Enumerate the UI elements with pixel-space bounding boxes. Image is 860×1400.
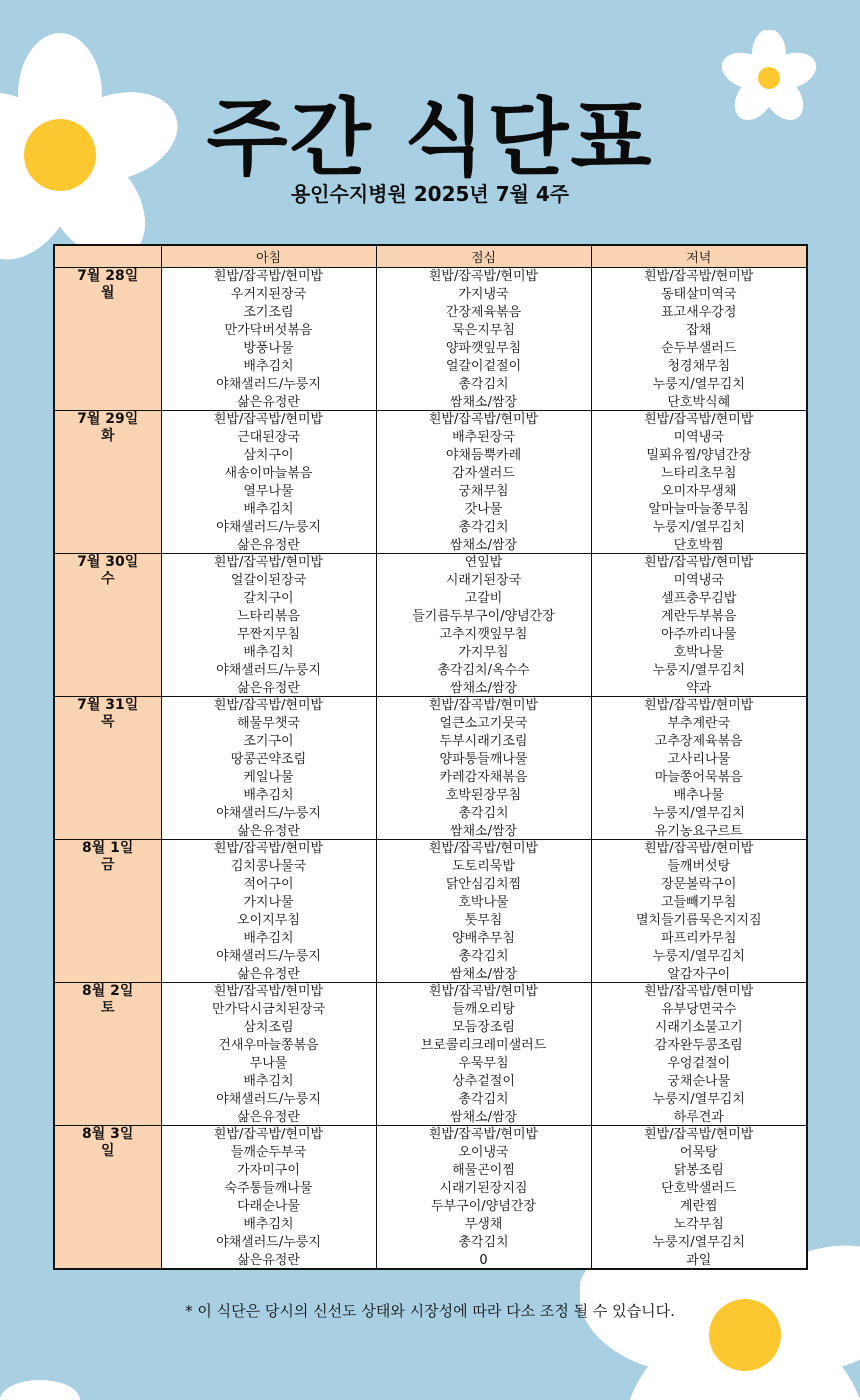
menu-item: 숙주통들깨나물 xyxy=(224,1181,313,1196)
table-row xyxy=(54,697,807,840)
menu-item: 아주까리나물 xyxy=(661,627,737,642)
menu-item: 양파깻잎무침 xyxy=(445,341,522,356)
day-cell xyxy=(54,554,161,697)
menu-item: 야채샐러드/누룽지 xyxy=(216,806,321,821)
day-weekday: 금 xyxy=(100,857,115,873)
menu-item: 삶은유정란 xyxy=(237,395,300,410)
menu-item: 해물무챗국 xyxy=(237,716,300,731)
menu-item: 오이지무침 xyxy=(237,913,300,928)
menu-item: 배추된장국 xyxy=(452,430,515,445)
dinner-item-list xyxy=(592,268,807,410)
menu-item: 삼치조림 xyxy=(243,1020,294,1035)
menu-item: 삶은유정란 xyxy=(237,1253,300,1268)
dinner-item-list xyxy=(592,840,807,982)
menu-item: 궁채순나물 xyxy=(667,1074,731,1089)
menu-item: 흰밥/잡곡밥/현미밥 xyxy=(213,984,324,999)
dinner-cell xyxy=(591,697,807,840)
flower-decoration-bottom-left xyxy=(0,1340,120,1400)
menu-item: 야채샐러드/누룽지 xyxy=(216,1092,321,1107)
menu-item: 호박나물 xyxy=(458,895,509,910)
menu-item: 건새우마늘쫑볶음 xyxy=(218,1038,319,1053)
day-weekday: 수 xyxy=(100,571,115,587)
menu-item: 삶은유정란 xyxy=(237,538,300,553)
day-date: 7월 31일 xyxy=(77,697,139,713)
breakfast-header: 아침 xyxy=(161,245,376,268)
menu-item: 흰밥/잡곡밥/현미밥 xyxy=(428,1127,539,1142)
menu-item: 누룽지/열무김치 xyxy=(652,806,745,821)
menu-item: 고추장제육볶음 xyxy=(654,734,743,749)
menu-item: 삶은유정란 xyxy=(237,681,300,696)
day-date: 7월 30일 xyxy=(77,554,139,570)
menu-item: 감자완두콩조림 xyxy=(654,1038,743,1053)
menu-item: 호박나물 xyxy=(673,645,724,660)
menu-item: 배추김치 xyxy=(243,645,294,660)
menu-item: 배추나물 xyxy=(673,788,724,803)
menu-item: 쌈채소/쌈장 xyxy=(449,1110,518,1125)
lunch-cell xyxy=(376,840,591,983)
menu-item: 누룽지/열무김치 xyxy=(652,949,745,964)
menu-item: 하루견과 xyxy=(673,1110,724,1125)
menu-item: 흰밥/잡곡밥/현미밥 xyxy=(644,841,754,856)
menu-item: 누룽지/열무김치 xyxy=(652,1235,745,1250)
menu-item: 흰밥/잡곡밥/현미밥 xyxy=(644,698,754,713)
menu-item: 흰밥/잡곡밥/현미밥 xyxy=(644,555,754,570)
menu-item: 삶은유정란 xyxy=(237,824,300,839)
menu-item: 흰밥/잡곡밥/현미밥 xyxy=(213,1127,324,1142)
menu-item: 무나물 xyxy=(249,1056,288,1071)
menu-item: 간장제육볶음 xyxy=(445,305,522,320)
menu-item: 과일 xyxy=(686,1253,712,1268)
dinner-cell xyxy=(591,411,807,554)
menu-item: 호박된장무침 xyxy=(445,788,522,803)
menu-item: 무짠지무침 xyxy=(237,627,300,642)
table-row xyxy=(54,268,807,411)
breakfast-cell xyxy=(161,840,376,983)
menu-item: 삶은유정란 xyxy=(237,1110,300,1125)
dinner-item-list xyxy=(592,554,807,696)
menu-item: 다래순나물 xyxy=(237,1199,300,1214)
breakfast-item-list xyxy=(162,1126,376,1268)
menu-item: 두부시래기조림 xyxy=(439,734,528,749)
breakfast-cell xyxy=(161,411,376,554)
menu-item: 배추김치 xyxy=(243,359,294,374)
table-row xyxy=(54,840,807,983)
menu-item: 표고새우강정 xyxy=(661,305,737,320)
menu-item: 두부구이/양념간장 xyxy=(431,1199,536,1214)
menu-item: 얼큰소고기뭇국 xyxy=(439,716,528,731)
day-weekday: 화 xyxy=(100,428,115,444)
menu-item: 총각김치 xyxy=(458,806,509,821)
day-cell xyxy=(54,840,161,983)
breakfast-item-list xyxy=(162,554,376,696)
day-date: 8월 2일 xyxy=(82,983,134,999)
lunch-item-list xyxy=(377,697,591,839)
menu-item: 쌈채소/쌈장 xyxy=(449,967,518,982)
menu-item: 닭봉조림 xyxy=(673,1163,724,1178)
menu-item: 배추김치 xyxy=(243,788,294,803)
menu-item: 흰밥/잡곡밥/현미밥 xyxy=(213,698,324,713)
menu-item: 단호박찜 xyxy=(673,538,724,553)
menu-item: 총각김치 xyxy=(458,377,509,392)
day-weekday: 토 xyxy=(100,1000,115,1016)
menu-item: 흰밥/잡곡밥/현미밥 xyxy=(428,412,539,427)
menu-item: 양배추무침 xyxy=(452,931,515,946)
menu-item: 얼갈이된장국 xyxy=(230,573,307,588)
menu-item: 야채듬뿍카레 xyxy=(445,448,522,463)
menu-item: 장문볼락구이 xyxy=(661,877,737,892)
breakfast-item-list xyxy=(162,840,376,982)
menu-item: 야채샐러드/누룽지 xyxy=(216,1235,321,1250)
menu-item: 계란두부볶음 xyxy=(661,609,737,624)
menu-item: 가지나물 xyxy=(243,895,294,910)
menu-item: 배추김치 xyxy=(243,1074,294,1089)
menu-item: 부추계란국 xyxy=(667,716,731,731)
table-row xyxy=(54,983,807,1126)
day-cell xyxy=(54,697,161,840)
menu-item: 총각김치 xyxy=(458,1092,509,1107)
menu-item: 흰밥/잡곡밥/현미밥 xyxy=(644,269,754,284)
menu-item: 누룽지/열무김치 xyxy=(652,1092,745,1107)
menu-item: 양파통들깨나물 xyxy=(439,752,528,767)
menu-item: 쌈채소/쌈장 xyxy=(449,395,518,410)
menu-item: 0 xyxy=(479,1253,488,1268)
menu-item: 닭안심김치찜 xyxy=(445,877,522,892)
menu-item: 해물곤이찜 xyxy=(452,1163,515,1178)
menu-item: 잡채 xyxy=(686,323,712,338)
menu-item: 조기조림 xyxy=(243,305,294,320)
menu-item: 총각김치/옥수수 xyxy=(437,663,530,678)
menu-item: 오미자무생채 xyxy=(661,484,737,499)
menu-item: 미역냉국 xyxy=(673,573,724,588)
breakfast-item-list xyxy=(162,697,376,839)
dinner-cell xyxy=(591,268,807,411)
menu-item: 우묵무침 xyxy=(458,1056,509,1071)
menu-item: 고갈비 xyxy=(464,591,503,606)
menu-item: 궁채무침 xyxy=(458,484,509,499)
menu-item: 시래기된장국 xyxy=(445,573,522,588)
lunch-item-list xyxy=(377,411,591,553)
dinner-item-list xyxy=(592,1126,807,1268)
menu-item: 흰밥/잡곡밥/현미밥 xyxy=(428,698,539,713)
menu-item: 밀푀유찜/양념간장 xyxy=(646,448,752,463)
menu-item: 갈치구이 xyxy=(243,591,294,606)
dinner-cell xyxy=(591,840,807,983)
day-date: 7월 29일 xyxy=(77,411,139,427)
day-weekday: 일 xyxy=(100,1143,115,1159)
lunch-cell xyxy=(376,1126,591,1270)
menu-item: 가지냉국 xyxy=(458,287,509,302)
menu-item: 고사리나물 xyxy=(667,752,731,767)
menu-item: 브로콜리크레미샐러드 xyxy=(420,1038,547,1053)
menu-item: 시래기소불고기 xyxy=(654,1020,743,1035)
breakfast-cell xyxy=(161,268,376,411)
menu-item: 가자미구이 xyxy=(237,1163,300,1178)
day-cell xyxy=(54,411,161,554)
menu-item: 시래기된장지짐 xyxy=(439,1181,528,1196)
table-header-row xyxy=(54,245,807,268)
menu-item: 단호박식혜 xyxy=(667,395,731,410)
dinner-cell xyxy=(591,983,807,1126)
lunch-item-list xyxy=(377,840,591,982)
menu-item: 흰밥/잡곡밥/현미밥 xyxy=(428,841,539,856)
menu-item: 오이냉국 xyxy=(458,1145,509,1160)
menu-item: 배추김치 xyxy=(243,502,294,517)
menu-item: 새송이마늘볶음 xyxy=(224,466,313,481)
day-cell xyxy=(54,983,161,1126)
menu-item: 파프리카무침 xyxy=(661,931,737,946)
menu-item: 누룽지/열무김치 xyxy=(652,520,745,535)
menu-item: 흰밥/잡곡밥/현미밥 xyxy=(644,984,754,999)
breakfast-item-list xyxy=(162,411,376,553)
menu-item: 케일나물 xyxy=(243,770,294,785)
menu-item: 도토리묵밥 xyxy=(452,859,515,874)
menu-item: 흰밥/잡곡밥/현미밥 xyxy=(213,412,324,427)
menu-item: 알마늘마늘쫑무침 xyxy=(648,502,749,517)
table-row xyxy=(54,411,807,554)
lunch-cell xyxy=(376,268,591,411)
menu-item: 우엉겉절이 xyxy=(667,1056,731,1071)
menu-item: 약과 xyxy=(686,681,712,696)
menu-item: 흰밥/잡곡밥/현미밥 xyxy=(428,269,539,284)
menu-item: 셀프충무김밥 xyxy=(661,591,737,606)
dinner-cell xyxy=(591,1126,807,1270)
dinner-cell xyxy=(591,554,807,697)
lunch-cell xyxy=(376,983,591,1126)
lunch-item-list xyxy=(377,1126,591,1268)
menu-item: 마늘쫑어묵볶음 xyxy=(654,770,743,785)
page-subtitle: 용인수지병원 2025년 7월 4주 xyxy=(290,182,570,206)
lunch-item-list xyxy=(377,268,591,410)
menu-item: 고추지깻잎무침 xyxy=(439,627,528,642)
lunch-cell xyxy=(376,411,591,554)
menu-body xyxy=(54,268,807,1270)
page-title: 주간 식단표 xyxy=(206,89,654,187)
dinner-item-list xyxy=(592,983,807,1125)
menu-item: 야채샐러드/누룽지 xyxy=(216,377,321,392)
menu-item: 느타리초무침 xyxy=(661,466,737,481)
day-cell xyxy=(54,1126,161,1270)
menu-item: 단호박샐러드 xyxy=(661,1181,737,1196)
menu-item: 조기구이 xyxy=(243,734,294,749)
menu-item: 들깨오리탕 xyxy=(452,1002,515,1017)
menu-item: 야채샐러드/누룽지 xyxy=(216,663,321,678)
menu-item: 무생채 xyxy=(464,1217,503,1232)
breakfast-item-list xyxy=(162,983,376,1125)
day-date: 8월 1일 xyxy=(82,840,134,856)
menu-item: 들깨순두부국 xyxy=(230,1145,307,1160)
dinner-item-list xyxy=(592,411,807,553)
menu-item: 모듬장조림 xyxy=(452,1020,515,1035)
lunch-header: 점심 xyxy=(376,245,591,268)
menu-item: 쌈채소/쌈장 xyxy=(449,824,518,839)
menu-item: 유부당면국수 xyxy=(661,1002,737,1017)
menu-item: 들깨버섯탕 xyxy=(667,859,731,874)
breakfast-item-list xyxy=(162,268,376,410)
weekly-menu-table xyxy=(53,244,808,1270)
menu-item: 누룽지/열무김치 xyxy=(652,377,745,392)
menu-item: 방풍나물 xyxy=(243,341,294,356)
lunch-cell xyxy=(376,554,591,697)
menu-item: 상추겉절이 xyxy=(452,1074,515,1089)
menu-item: 갓나물 xyxy=(464,502,503,517)
menu-item: 연잎밥 xyxy=(464,555,503,570)
menu-item: 흰밥/잡곡밥/현미밥 xyxy=(644,412,754,427)
menu-item: 감자샐러드 xyxy=(452,466,515,481)
menu-item: 배추김치 xyxy=(243,931,294,946)
dinner-header: 저녁 xyxy=(591,245,807,268)
menu-item: 만가닥시금치된장국 xyxy=(211,1002,326,1017)
menu-item: 얼갈이겉절이 xyxy=(445,359,522,374)
menu-item: 묵은지무침 xyxy=(452,323,515,338)
dinner-item-list xyxy=(592,697,807,839)
table-row xyxy=(54,1126,807,1270)
breakfast-cell xyxy=(161,554,376,697)
day-date: 7월 28일 xyxy=(77,268,139,284)
day-weekday: 목 xyxy=(100,714,115,730)
menu-item: 야채샐러드/누룽지 xyxy=(216,949,321,964)
menu-item: 땅콩곤약조림 xyxy=(230,752,307,767)
menu-item: 동태살미역국 xyxy=(661,287,737,302)
menu-item: 흰밥/잡곡밥/현미밥 xyxy=(428,984,539,999)
menu-item: 흰밥/잡곡밥/현미밥 xyxy=(213,269,324,284)
menu-item: 청경채무침 xyxy=(667,359,731,374)
lunch-item-list xyxy=(377,983,591,1125)
menu-item: 김치콩나물국 xyxy=(230,859,307,874)
menu-item: 고들빼기무침 xyxy=(661,895,737,910)
breakfast-cell xyxy=(161,1126,376,1270)
menu-item: 만가닥버섯볶음 xyxy=(224,323,313,338)
menu-item: 근대된장국 xyxy=(237,430,300,445)
menu-item: 느타리볶음 xyxy=(237,609,300,624)
menu-item: 배추김치 xyxy=(243,1217,294,1232)
day-cell xyxy=(54,268,161,411)
menu-item: 삶은유정란 xyxy=(237,967,300,982)
menu-item: 쌈채소/쌈장 xyxy=(449,681,518,696)
menu-item: 우거지된장국 xyxy=(230,287,307,302)
menu-item: 흰밥/잡곡밥/현미밥 xyxy=(213,841,324,856)
menu-item: 알감자구이 xyxy=(667,967,731,982)
menu-item: 유기농요구르트 xyxy=(654,824,743,839)
menu-item: 누룽지/열무김치 xyxy=(652,663,745,678)
corner-header xyxy=(54,245,161,268)
day-date: 8월 3일 xyxy=(82,1126,134,1142)
menu-item: 멸치들기름묵은지지짐 xyxy=(635,913,762,928)
menu-item: 적어구이 xyxy=(243,877,294,892)
menu-item: 가지무침 xyxy=(458,645,509,660)
menu-item: 쌈채소/쌈장 xyxy=(449,538,518,553)
menu-item: 순두부샐러드 xyxy=(661,341,737,356)
menu-item: 총각김치 xyxy=(458,520,509,535)
footer-note: * 이 식단은 당시의 신선도 상태와 시장성에 따라 다소 조정 될 수 있습니다. xyxy=(185,1302,675,1320)
breakfast-cell xyxy=(161,697,376,840)
menu-item: 계란찜 xyxy=(679,1199,718,1214)
menu-item: 흰밥/잡곡밥/현미밥 xyxy=(213,555,324,570)
lunch-cell xyxy=(376,697,591,840)
menu-item: 야채샐러드/누룽지 xyxy=(216,520,321,535)
breakfast-cell xyxy=(161,983,376,1126)
table-row xyxy=(54,554,807,697)
menu-item: 노각무침 xyxy=(673,1217,724,1232)
menu-item: 열무나물 xyxy=(243,484,294,499)
lunch-item-list xyxy=(377,554,591,696)
menu-item: 총각김치 xyxy=(458,1235,509,1250)
menu-item: 삼치구이 xyxy=(243,448,294,463)
menu-item: 미역냉국 xyxy=(673,430,724,445)
menu-item: 톳무침 xyxy=(464,913,503,928)
menu-item: 카레감자채볶음 xyxy=(439,770,528,785)
day-weekday: 월 xyxy=(100,285,115,301)
menu-item: 들기름두부구이/양념간장 xyxy=(412,609,555,624)
menu-item: 총각김치 xyxy=(458,949,509,964)
menu-item: 어묵탕 xyxy=(679,1145,718,1160)
menu-item: 흰밥/잡곡밥/현미밥 xyxy=(644,1127,754,1142)
